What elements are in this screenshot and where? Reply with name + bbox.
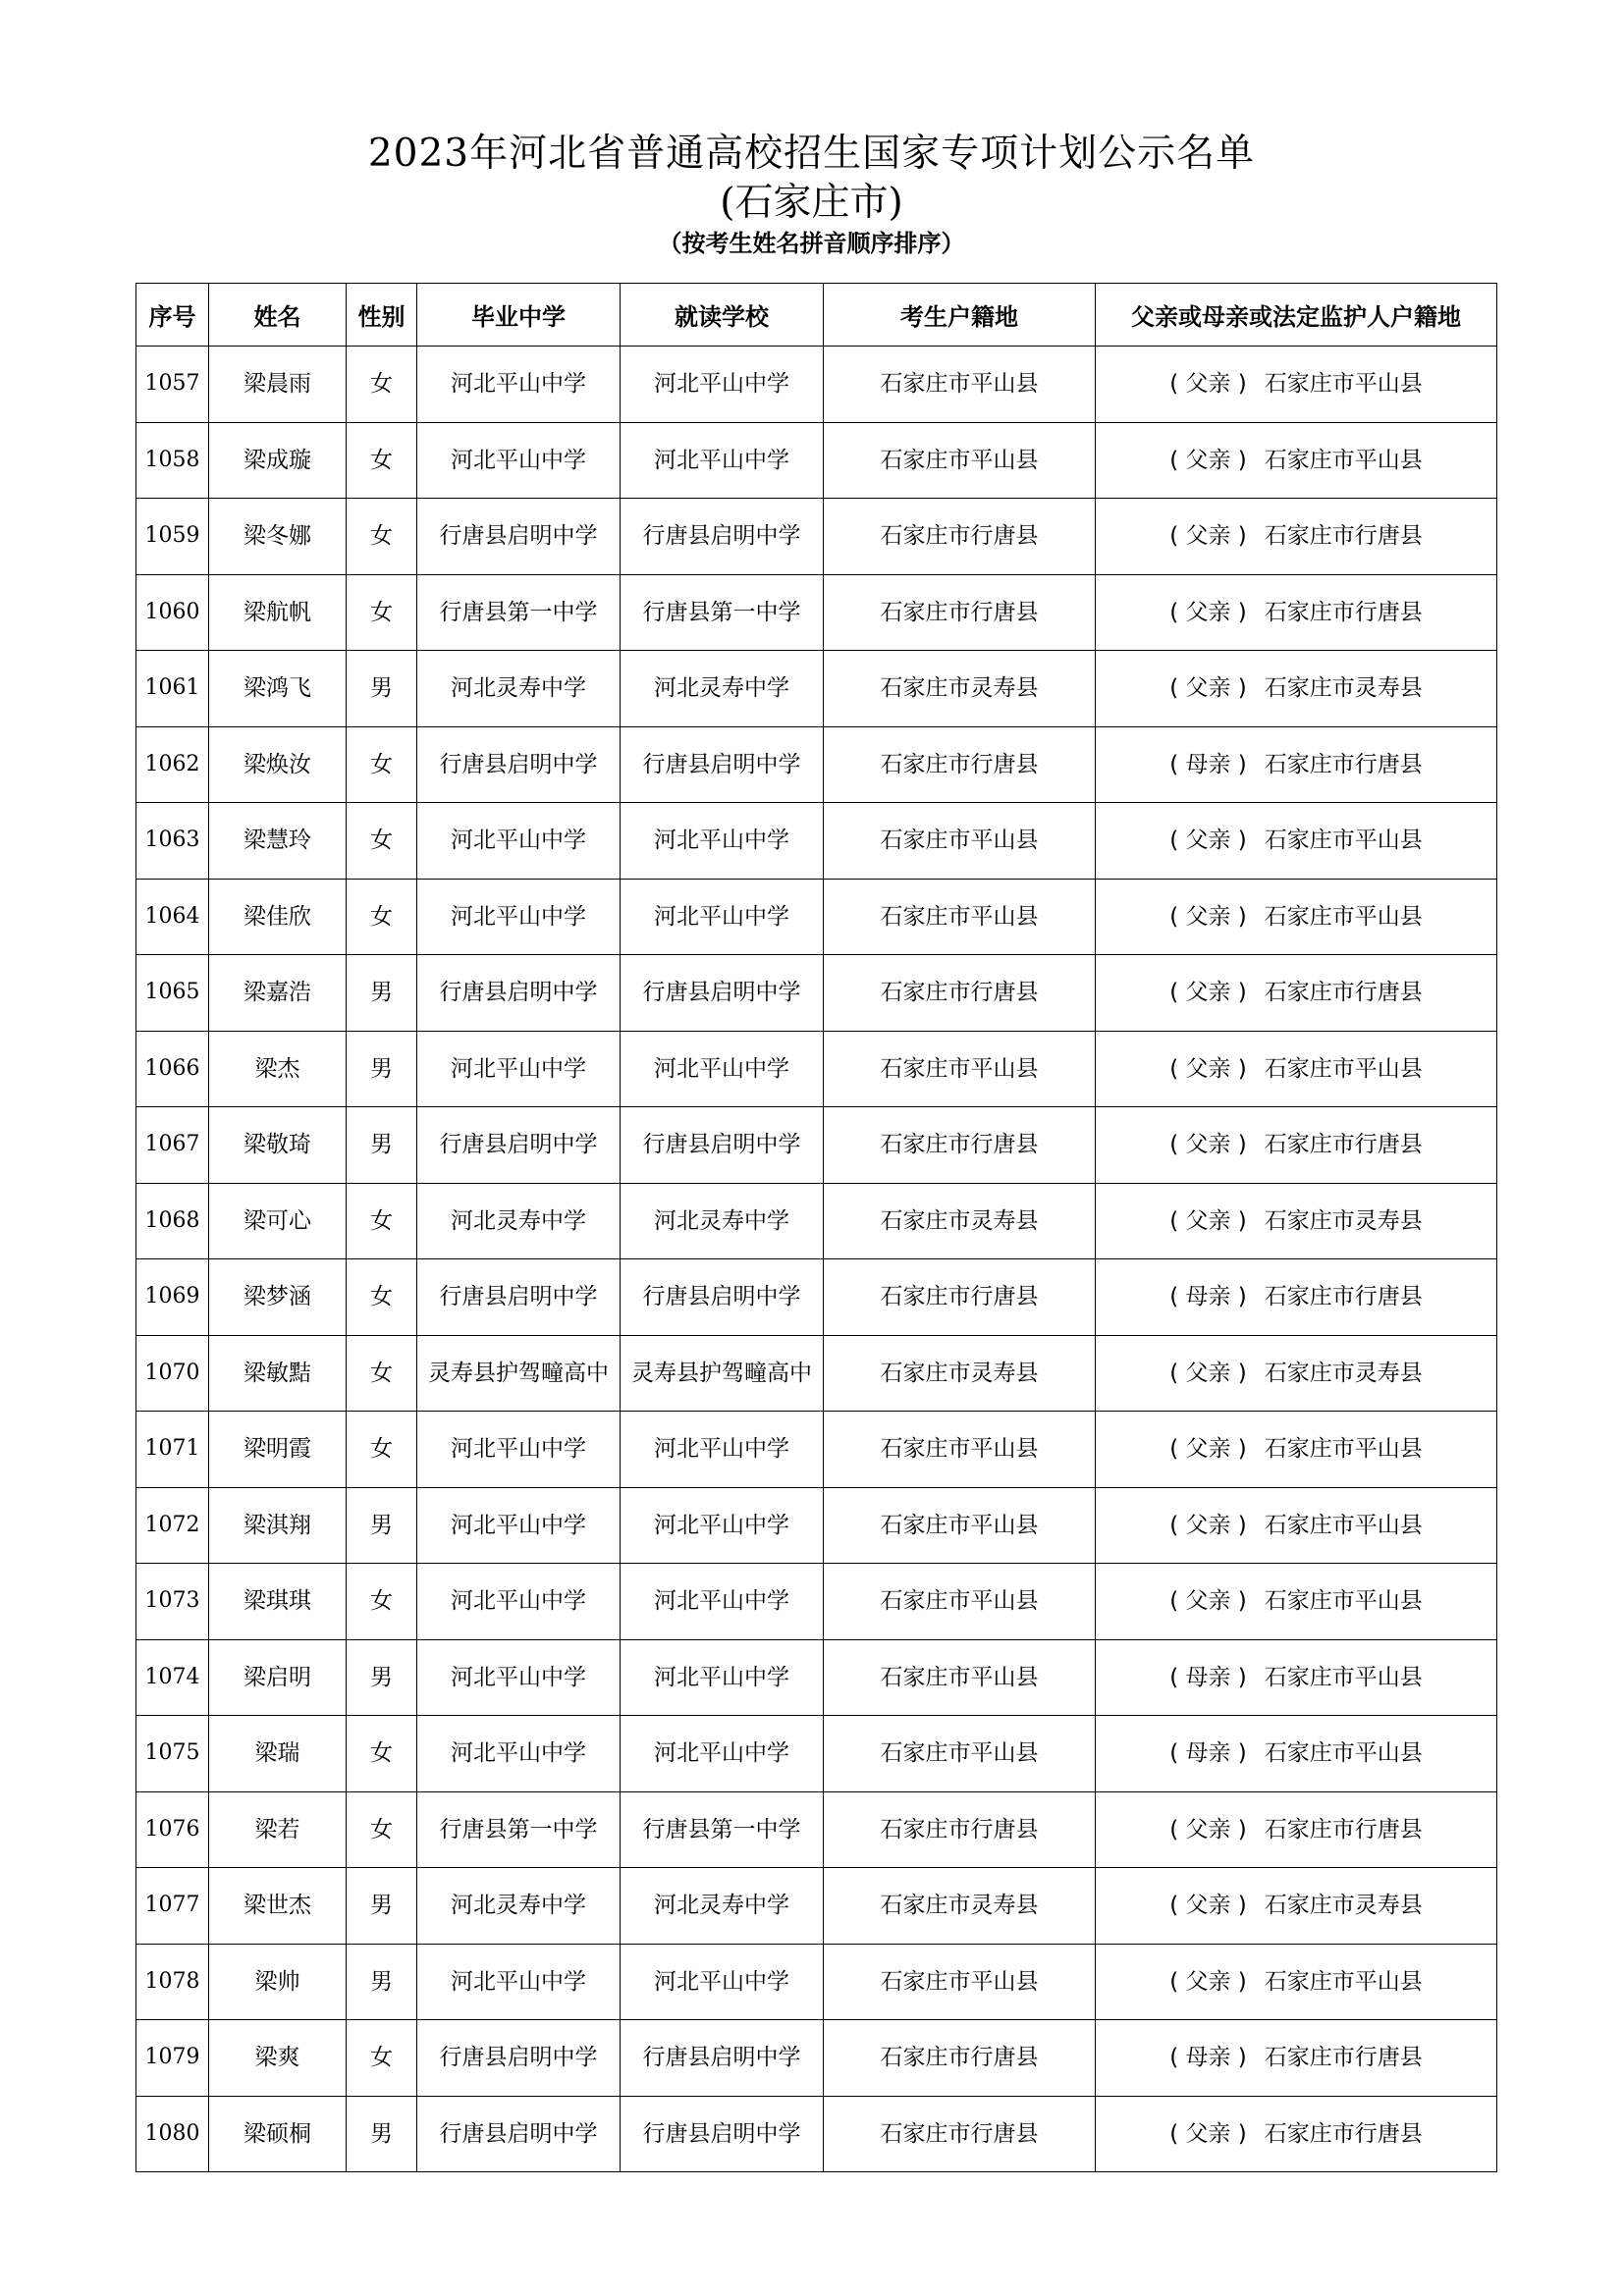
cell-gender: 女 [347,1183,417,1259]
cell-residence: 石家庄市行唐县 [824,2020,1096,2097]
cell-current-school: 河北平山中学 [621,1944,824,2020]
cell-guardian-residence: 石家庄市平山县 [1264,447,1423,473]
table-row [136,2096,1497,2172]
cell-relation: ( 父亲 ) [1169,1436,1247,1463]
cell-current-school: 河北平山中学 [621,803,824,880]
cell-grad-school: 河北平山中学 [417,803,621,880]
cell-no: 1057 [136,347,209,423]
cell-gender: 男 [347,1868,417,1945]
header-current-school: 就读学校 [621,284,824,347]
cell-guardian [1096,422,1497,499]
cell-guardian-residence: 石家庄市平山县 [1264,371,1423,398]
cell-guardian-residence: 石家庄市行唐县 [1264,980,1423,1006]
cell-current-school: 灵寿县护驾疃高中 [621,1335,824,1412]
cell-no: 1059 [136,499,209,575]
cell-guardian-residence: 石家庄市灵寿县 [1264,1360,1423,1386]
cell-residence: 石家庄市行唐县 [824,726,1096,803]
cell-current-school: 行唐县启明中学 [621,726,824,803]
cell-current-school: 河北灵寿中学 [621,651,824,727]
cell-current-school: 河北平山中学 [621,879,824,955]
cell-guardian [1096,2020,1497,2097]
cell-guardian [1096,347,1497,423]
cell-relation: ( 母亲 ) [1169,1664,1247,1690]
cell-name: 梁成璇 [209,422,347,499]
cell-current-school: 河北平山中学 [621,347,824,423]
cell-relation: ( 父亲 ) [1169,1968,1247,1995]
cell-guardian [1096,1716,1497,1792]
cell-guardian-residence: 石家庄市灵寿县 [1264,1207,1423,1234]
cell-guardian [1096,1868,1497,1945]
cell-guardian [1096,2096,1497,2172]
cell-residence: 石家庄市平山县 [824,1487,1096,1564]
cell-gender: 女 [347,879,417,955]
cell-gender: 女 [347,2020,417,2097]
cell-name: 梁焕汝 [209,726,347,803]
cell-guardian [1096,574,1497,651]
cell-no: 1068 [136,1183,209,1259]
cell-gender: 女 [347,347,417,423]
cell-current-school: 行唐县启明中学 [621,499,824,575]
cell-guardian [1096,1259,1497,1336]
cell-current-school: 河北平山中学 [621,1564,824,1640]
sort-note: （按考生姓名拼音顺序排序） [658,229,965,257]
cell-relation: ( 父亲 ) [1169,599,1247,625]
cell-gender: 女 [347,726,417,803]
cell-name: 梁瑞 [209,1716,347,1792]
cell-guardian [1096,1791,1497,1868]
cell-residence: 石家庄市平山县 [824,347,1096,423]
header-gender: 性别 [347,284,417,347]
cell-relation: ( 父亲 ) [1169,371,1247,398]
cell-gender: 男 [347,1107,417,1184]
cell-name: 梁佳欣 [209,879,347,955]
page-title: 2023年河北省普通高校招生国家专项计划公示名单 [367,132,1256,176]
table-row [136,1487,1497,1564]
cell-guardian-residence: 石家庄市行唐县 [1264,599,1423,625]
cell-grad-school: 河北灵寿中学 [417,1183,621,1259]
cell-no: 1066 [136,1031,209,1107]
page-subtitle: (石家庄市) [720,181,903,225]
cell-current-school: 河北平山中学 [621,1031,824,1107]
cell-grad-school: 河北平山中学 [417,879,621,955]
cell-relation: ( 父亲 ) [1169,1512,1247,1538]
cell-relation: ( 母亲 ) [1169,1740,1247,1767]
cell-current-school: 行唐县第一中学 [621,574,824,651]
cell-guardian-residence: 石家庄市行唐县 [1264,2045,1423,2071]
cell-gender: 男 [347,651,417,727]
cell-guardian [1096,1412,1497,1488]
cell-no: 1078 [136,1944,209,2020]
cell-grad-school: 行唐县第一中学 [417,574,621,651]
cell-current-school: 行唐县启明中学 [621,955,824,1032]
cell-no: 1058 [136,422,209,499]
cell-grad-school: 河北灵寿中学 [417,1868,621,1945]
table-row [136,1639,1497,1716]
cell-grad-school: 河北平山中学 [417,422,621,499]
cell-name: 梁杰 [209,1031,347,1107]
cell-residence: 石家庄市平山县 [824,1031,1096,1107]
table-row [136,499,1497,575]
table-row [136,347,1497,423]
cell-guardian [1096,1031,1497,1107]
cell-guardian-residence: 石家庄市平山县 [1264,1968,1423,1995]
cell-guardian-residence: 石家庄市行唐县 [1264,1284,1423,1310]
table-row [136,1183,1497,1259]
cell-no: 1075 [136,1716,209,1792]
cell-grad-school: 灵寿县护驾疃高中 [417,1335,621,1412]
cell-current-school: 河北灵寿中学 [621,1183,824,1259]
table-row [136,2020,1497,2097]
cell-residence: 石家庄市灵寿县 [824,1868,1096,1945]
cell-guardian [1096,879,1497,955]
table-row [136,726,1497,803]
cell-residence: 石家庄市行唐县 [824,1107,1096,1184]
cell-guardian-residence: 石家庄市平山县 [1264,828,1423,854]
cell-guardian-residence: 石家庄市平山县 [1264,903,1423,930]
cell-guardian-residence: 石家庄市平山县 [1264,1588,1423,1615]
cell-name: 梁启明 [209,1639,347,1716]
cell-grad-school: 行唐县启明中学 [417,2020,621,2097]
cell-guardian [1096,1944,1497,2020]
cell-grad-school: 行唐县启明中学 [417,726,621,803]
cell-relation: ( 父亲 ) [1169,1055,1247,1082]
cell-guardian [1096,1487,1497,1564]
cell-residence: 石家庄市行唐县 [824,499,1096,575]
cell-current-school: 行唐县启明中学 [621,1259,824,1336]
cell-current-school: 河北平山中学 [621,1716,824,1792]
cell-relation: ( 父亲 ) [1169,447,1247,473]
cell-name: 梁明霞 [209,1412,347,1488]
cell-current-school: 行唐县启明中学 [621,2096,824,2172]
cell-guardian [1096,803,1497,880]
cell-relation: ( 父亲 ) [1169,675,1247,702]
table-row [136,1107,1497,1184]
cell-guardian [1096,1564,1497,1640]
cell-no: 1063 [136,803,209,880]
cell-guardian-residence: 石家庄市行唐县 [1264,751,1423,777]
cell-no: 1067 [136,1107,209,1184]
cell-no: 1073 [136,1564,209,1640]
cell-grad-school: 河北平山中学 [417,347,621,423]
header-row [136,284,1497,347]
cell-guardian [1096,499,1497,575]
cell-guardian-residence: 石家庄市平山县 [1264,1436,1423,1463]
cell-grad-school: 行唐县第一中学 [417,1791,621,1868]
cell-guardian [1096,1335,1497,1412]
cell-grad-school: 河北平山中学 [417,1412,621,1488]
cell-gender: 女 [347,1791,417,1868]
cell-no: 1080 [136,2096,209,2172]
cell-relation: ( 父亲 ) [1169,1816,1247,1842]
cell-gender: 女 [347,803,417,880]
table-row [136,1259,1497,1336]
cell-name: 梁硕桐 [209,2096,347,2172]
cell-current-school: 河北平山中学 [621,422,824,499]
cell-residence: 石家庄市行唐县 [824,1259,1096,1336]
cell-grad-school: 行唐县启明中学 [417,955,621,1032]
cell-no: 1062 [136,726,209,803]
cell-relation: ( 父亲 ) [1169,828,1247,854]
cell-residence: 石家庄市行唐县 [824,2096,1096,2172]
cell-relation: ( 父亲 ) [1169,2120,1247,2147]
cell-grad-school: 行唐县启明中学 [417,2096,621,2172]
cell-no: 1070 [136,1335,209,1412]
table-row [136,1868,1497,1945]
roster-table [135,283,1497,2172]
cell-gender: 女 [347,1716,417,1792]
cell-gender: 男 [347,2096,417,2172]
cell-grad-school: 河北平山中学 [417,1716,621,1792]
cell-grad-school: 河北平山中学 [417,1564,621,1640]
cell-current-school: 行唐县第一中学 [621,1791,824,1868]
cell-grad-school: 河北平山中学 [417,1639,621,1716]
header-residence: 考生户籍地 [824,284,1096,347]
cell-current-school: 河北平山中学 [621,1487,824,1564]
cell-name: 梁晨雨 [209,347,347,423]
cell-relation: ( 母亲 ) [1169,751,1247,777]
cell-relation: ( 父亲 ) [1169,1132,1247,1158]
cell-residence: 石家庄市平山县 [824,1564,1096,1640]
cell-grad-school: 行唐县启明中学 [417,1259,621,1336]
cell-guardian-residence: 石家庄市行唐县 [1264,2120,1423,2147]
cell-grad-school: 河北灵寿中学 [417,651,621,727]
cell-gender: 女 [347,1335,417,1412]
cell-gender: 女 [347,499,417,575]
cell-name: 梁淇翔 [209,1487,347,1564]
cell-relation: ( 父亲 ) [1169,1588,1247,1615]
cell-current-school: 河北灵寿中学 [621,1868,824,1945]
cell-guardian-residence: 石家庄市灵寿县 [1264,675,1423,702]
cell-residence: 石家庄市平山县 [824,1944,1096,2020]
cell-residence: 石家庄市行唐县 [824,955,1096,1032]
cell-name: 梁琪琪 [209,1564,347,1640]
cell-relation: ( 父亲 ) [1169,1893,1247,1919]
cell-no: 1071 [136,1412,209,1488]
cell-guardian-residence: 石家庄市灵寿县 [1264,1893,1423,1919]
cell-name: 梁鸿飞 [209,651,347,727]
header-no: 序号 [136,284,209,347]
cell-grad-school: 行唐县启明中学 [417,1107,621,1184]
cell-grad-school: 河北平山中学 [417,1944,621,2020]
cell-residence: 石家庄市行唐县 [824,574,1096,651]
table-row [136,1031,1497,1107]
cell-no: 1065 [136,955,209,1032]
cell-relation: ( 父亲 ) [1169,980,1247,1006]
table-row [136,1412,1497,1488]
cell-name: 梁爽 [209,2020,347,2097]
cell-name: 梁慧玲 [209,803,347,880]
cell-relation: ( 父亲 ) [1169,1360,1247,1386]
cell-current-school: 行唐县启明中学 [621,1107,824,1184]
table-row [136,879,1497,955]
table-row [136,651,1497,727]
cell-gender: 男 [347,1031,417,1107]
header-guardian-residence: 父亲或母亲或法定监护人户籍地 [1096,284,1497,347]
cell-gender: 男 [347,955,417,1032]
table-row [136,574,1497,651]
cell-guardian-residence: 石家庄市行唐县 [1264,1132,1423,1158]
cell-gender: 男 [347,1639,417,1716]
cell-no: 1069 [136,1259,209,1336]
cell-relation: ( 父亲 ) [1169,903,1247,930]
cell-name: 梁嘉浩 [209,955,347,1032]
cell-current-school: 河北平山中学 [621,1639,824,1716]
cell-no: 1060 [136,574,209,651]
cell-gender: 女 [347,1564,417,1640]
cell-name: 梁航帆 [209,574,347,651]
cell-no: 1061 [136,651,209,727]
cell-guardian-residence: 石家庄市平山县 [1264,1740,1423,1767]
table-row [136,1335,1497,1412]
table-row [136,1944,1497,2020]
cell-residence: 石家庄市行唐县 [824,1791,1096,1868]
cell-guardian [1096,1183,1497,1259]
cell-residence: 石家庄市灵寿县 [824,1335,1096,1412]
cell-relation: ( 母亲 ) [1169,2045,1247,2071]
header-grad-school: 毕业中学 [417,284,621,347]
cell-residence: 石家庄市平山县 [824,879,1096,955]
cell-name: 梁帅 [209,1944,347,2020]
cell-no: 1079 [136,2020,209,2097]
cell-name: 梁敏黠 [209,1335,347,1412]
cell-relation: ( 母亲 ) [1169,1284,1247,1310]
table-row [136,1791,1497,1868]
cell-no: 1077 [136,1868,209,1945]
table-row [136,1716,1497,1792]
cell-guardian [1096,955,1497,1032]
cell-name: 梁敬琦 [209,1107,347,1184]
cell-residence: 石家庄市平山县 [824,803,1096,880]
cell-residence: 石家庄市平山县 [824,1639,1096,1716]
cell-residence: 石家庄市灵寿县 [824,651,1096,727]
cell-no: 1064 [136,879,209,955]
cell-name: 梁若 [209,1791,347,1868]
cell-gender: 女 [347,1412,417,1488]
cell-gender: 男 [347,1487,417,1564]
cell-guardian [1096,651,1497,727]
header-name: 姓名 [209,284,347,347]
table-row [136,955,1497,1032]
cell-relation: ( 父亲 ) [1169,523,1247,550]
cell-residence: 石家庄市平山县 [824,422,1096,499]
cell-no: 1072 [136,1487,209,1564]
cell-gender: 男 [347,1944,417,2020]
cell-grad-school: 河北平山中学 [417,1487,621,1564]
cell-guardian-residence: 石家庄市行唐县 [1264,1816,1423,1842]
cell-guardian-residence: 石家庄市平山县 [1264,1664,1423,1690]
cell-gender: 女 [347,1259,417,1336]
cell-residence: 石家庄市平山县 [824,1412,1096,1488]
cell-name: 梁梦涵 [209,1259,347,1336]
table-row [136,1564,1497,1640]
cell-name: 梁冬娜 [209,499,347,575]
cell-current-school: 河北平山中学 [621,1412,824,1488]
cell-name: 梁世杰 [209,1868,347,1945]
cell-residence: 石家庄市平山县 [824,1716,1096,1792]
cell-relation: ( 父亲 ) [1169,1207,1247,1234]
cell-guardian-residence: 石家庄市平山县 [1264,1055,1423,1082]
table-row [136,803,1497,880]
cell-grad-school: 河北平山中学 [417,1031,621,1107]
cell-gender: 女 [347,422,417,499]
cell-current-school: 行唐县启明中学 [621,2020,824,2097]
cell-residence: 石家庄市灵寿县 [824,1183,1096,1259]
cell-no: 1074 [136,1639,209,1716]
cell-gender: 女 [347,574,417,651]
cell-guardian [1096,1639,1497,1716]
cell-guardian [1096,1107,1497,1184]
cell-name: 梁可心 [209,1183,347,1259]
table-row [136,422,1497,499]
cell-guardian-residence: 石家庄市行唐县 [1264,523,1423,550]
cell-no: 1076 [136,1791,209,1868]
cell-grad-school: 行唐县启明中学 [417,499,621,575]
cell-guardian-residence: 石家庄市平山县 [1264,1512,1423,1538]
cell-guardian [1096,726,1497,803]
